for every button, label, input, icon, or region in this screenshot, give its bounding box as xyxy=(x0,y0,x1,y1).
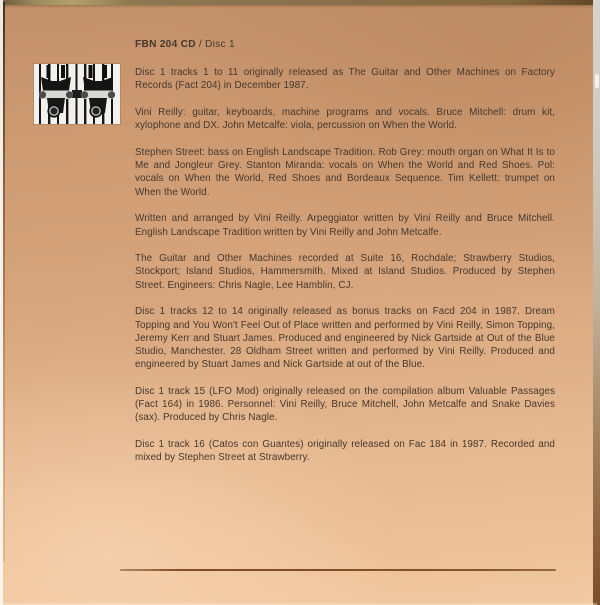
paragraph-core-personnel: Vini Reilly: guitar, keyboards, machine programs and vocals. Bruce Mitchell: drum kit, xylophone and DX. John Metcalfe: viola, percussion on When the World. xyxy=(135,107,555,132)
disc-label: / Disc 1 xyxy=(195,39,235,50)
photo-right-edge xyxy=(593,0,600,605)
photo-right-edge-notch xyxy=(595,74,599,88)
guitar-machine-heads-icon xyxy=(34,64,120,124)
catalog-header xyxy=(135,38,555,51)
photo-top-edge-shadow xyxy=(0,5,600,8)
page-fold-line xyxy=(120,569,556,571)
catalog-number: FBN 204 CD xyxy=(135,39,196,50)
machine-connector xyxy=(72,90,82,98)
paragraph-guest-personnel: Stephen Street: bass on English Landscape Tradition. Rob Grey: mouth organ on What It Is to Me and Jongleur Grey. Stanton Miranda: vocals on When the World and Red Shoes. Pol: vocals on When the World, Red Shoes and Bordeaux Sequence. Tim Kellett: trumpet on When the World. xyxy=(135,147,555,198)
paragraph-track-15: Disc 1 track 15 (LFO Mod) originally released on the compilation album Valuable Passages (Fact 164) in 1986. Personnel: Vini Reilly, Bruce Mitchell, John Metcalfe and Snake Davies (sax). Produced by Chris Nagle. xyxy=(135,385,555,424)
paragraph-bonus-tracks: Disc 1 tracks 12 to 14 originally released as bonus tracks on Facd 204 in 1987. Dream Topping and You Won't Feel Out of Place written and performed by Vini Reilly, Simon Topping, Jeremy Kerr and Stuart James. Produced and engineered by Nick Gartside at Out of the Blue Studio, Manchester. 28 Oldham Street written and performed by Vini Reilly. Produced and engineered by Stuart James and Nick Gartside at out of the Blue. xyxy=(135,306,555,371)
paragraph-studios: The Guitar and Other Machines recorded at Suite 16, Rochdale; Strawberry Studios, Stockport; Island Studios, Hammersmith. Mixed at Island Studios. Produced by Stephen Street. Engineers: Chris Nagle, Lee Hamblin, CJ. xyxy=(135,253,555,291)
paragraph-writing-credits: Written and arranged by Vini Reilly. Arpeggiator written by Vini Reilly and Bruce Mitchell. English Landscape Tradition written by Vini Reilly and John Metcalfe. xyxy=(135,213,555,238)
liner-notes xyxy=(135,38,555,478)
paragraph-track-16: Disc 1 track 16 (Catos con Guantes) originally released on Fac 184 in 1987. Recorded and mixed by Stephen Street at Strawberry. xyxy=(135,438,555,464)
paragraph-release-info: Disc 1 tracks 1 to 11 originally released as The Guitar and Other Machines on Factory Records (Fact 204) in December 1987. xyxy=(135,67,555,92)
booklet-left-shadow-line xyxy=(3,2,5,562)
